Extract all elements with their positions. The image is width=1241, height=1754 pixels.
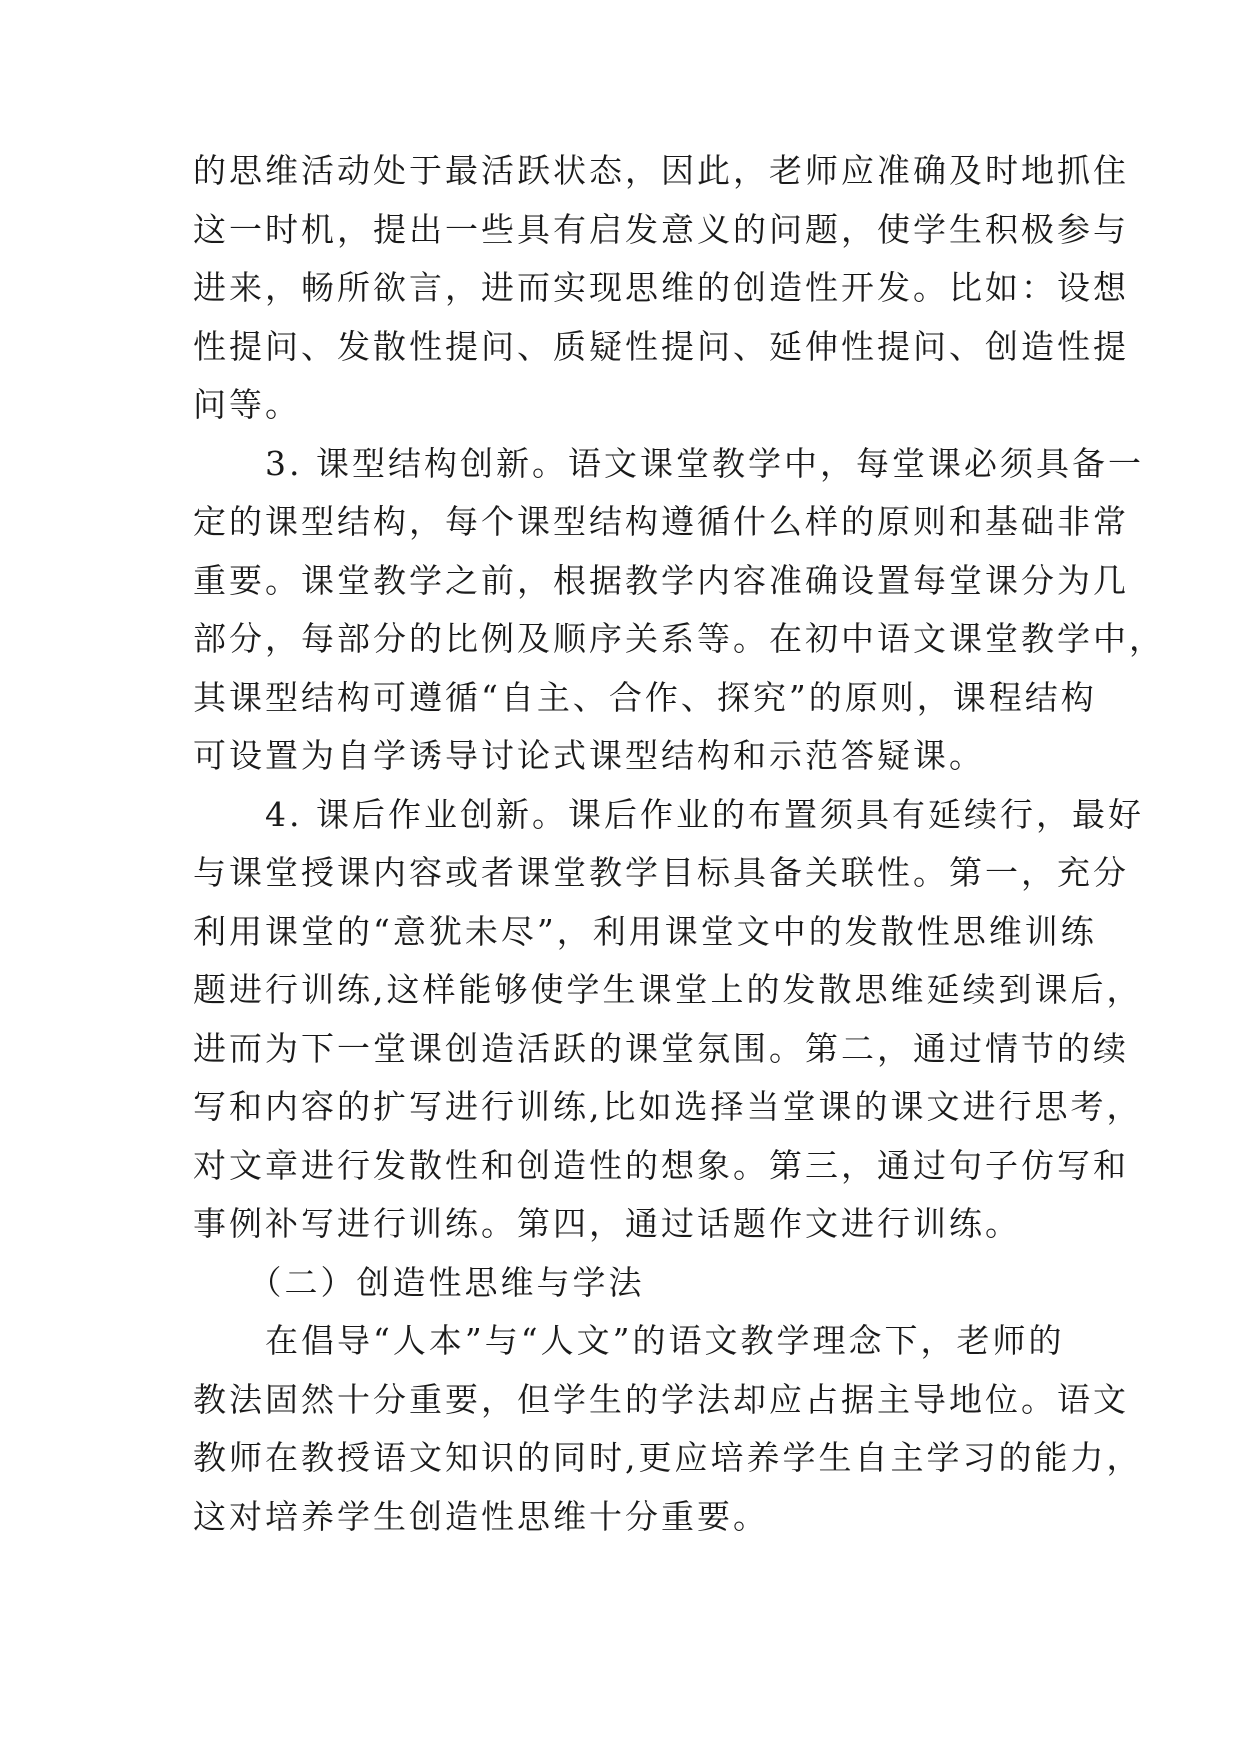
text-line: 问等。 [193, 385, 301, 424]
text-line: 教法固然十分重要，但学生的学法却应占据主导地位。语文 [193, 1379, 1129, 1419]
body-text [193, 142, 1165, 1546]
text-line: 可设置为自学诱导讨论式课型结构和示范答疑课。 [193, 736, 985, 775]
text-line: 的思维活动处于最活跃状态，因此，老师应准确及时地抓住 [193, 151, 1129, 190]
text-line: 3. 课型结构创新。语文课堂教学中，每堂课必须具备一 [193, 443, 1144, 483]
text-line: 利用课堂的“意犹未尽”，利用课堂文中的发散性思维训练 [193, 911, 1097, 951]
text-line: 在倡导“人本”与“人文”的语文教学理念下，老师的 [193, 1321, 1065, 1360]
text-line: 进而为下一堂课创造活跃的课堂氛围。第二，通过情节的续 [193, 1028, 1129, 1068]
section-heading: （二）创造性思维与学法 [193, 1262, 645, 1302]
text-line: 定的课型结构，每个课型结构遵循什么样的原则和基础非常 [193, 502, 1129, 541]
text-line: 4. 课后作业创新。课后作业的布置须具有延续行，最好 [193, 794, 1144, 834]
text-line: 性提问、发散性提问、质疑性提问、延伸性提问、创造性提 [193, 326, 1129, 366]
text-line: 这一时机，提出一些具有启发意义的问题，使学生积极参与 [193, 209, 1129, 249]
text-line: 事例补写进行训练。第四，通过话题作文进行训练。 [193, 1204, 1021, 1243]
text-line: 这对培养学生创造性思维十分重要。 [193, 1496, 769, 1536]
text-line: 重要。课堂教学之前，根据教学内容准确设置每堂课分为几 [193, 560, 1129, 600]
text-line: 进来，畅所欲言，进而实现思维的创造性开发。比如：设想 [193, 268, 1129, 307]
text-line: 部分，每部分的比例及顺序关系等。在初中语文课堂教学中， [193, 619, 1165, 658]
text-line: 对文章进行发散性和创造性的想象。第三，通过句子仿写和 [193, 1145, 1129, 1185]
text-line: 写和内容的扩写进行训练,比如选择当堂课的课文进行思考， [193, 1087, 1143, 1126]
text-line: 教师在教授语文知识的同时,更应培养学生自主学习的能力， [193, 1438, 1143, 1477]
text-line: 题进行训练,这样能够使学生课堂上的发散思维延续到课后， [193, 970, 1143, 1009]
text-line: 其课型结构可遵循“自主、合作、探究”的原则，课程结构 [193, 677, 1097, 717]
text-line: 与课堂授课内容或者课堂教学目标具备关联性。第一，充分 [193, 853, 1129, 892]
